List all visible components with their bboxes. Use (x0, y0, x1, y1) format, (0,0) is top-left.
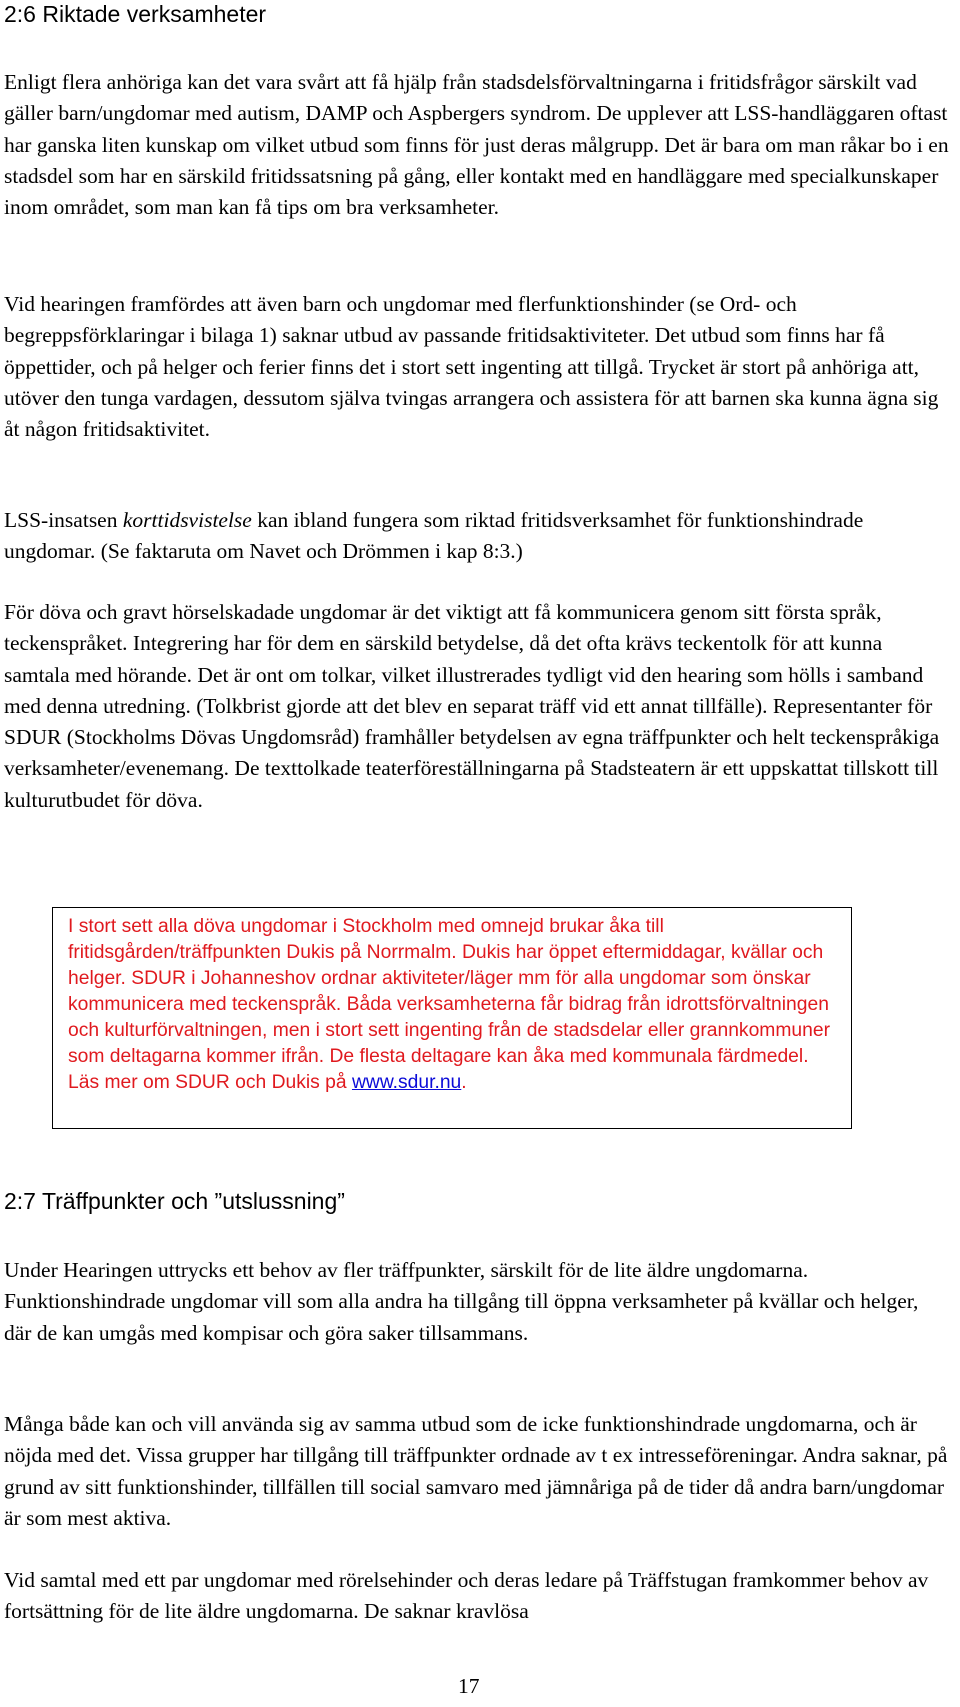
paragraph-text: LSS-insatsen (4, 508, 123, 532)
fact-box-text (68, 914, 838, 1096)
italic-term: korttidsvistelse (122, 508, 252, 532)
paragraph: Vid hearingen framfördes att även barn och ungdomar med flerfunktionshinder (se Ord- och begreppsförklaringar i bilaga 1) saknar utbud av passande fritidsaktiviteter. Det utbud som finns har få öppettider, och på helger och ferier finns det i stort sett ingenting att tillgå. Trycket är stort på anhöriga att, utöver den tunga vardagen, dessutom själva tvingas arrangera och assistera för att barnen ska kunna ägna sig åt någon fritidsaktivitet. (4, 292, 939, 442)
section-heading-2-7: 2:7 Träffpunkter och ”utslussning” (4, 1188, 345, 1214)
paragraph: För döva och gravt hörselskadade ungdomar är det viktigt att få kommunicera genom sitt första språk, teckenspråket. Integrering har för dem en särskild betydelse, då det ofta krävs teckentolk för att kunna samtala med hörande. Det är ont om tolkar, vilket illustrerades tydligt vid den hearing som hölls i samband med denna utredning. (Tolkbrist gjorde att det blev en separat träff vid ett annat tillfälle). Representanter för SDUR (Stockholms Dövas Ungdomsråd) framhåller betydelsen av egna träffpunkter och helt teckenspråkiga verksamheter/evenemang. De texttolkade teaterföreställningarna på Stadsteatern är ett uppskattat tillskott till kulturutbudet för döva. (4, 600, 940, 812)
paragraph: Vid samtal med ett par ungdomar med rörelsehinder och deras ledare på Träffstugan framkommer behov av fortsättning för de lite äldre ungdomarna. De saknar kravlösa (4, 1568, 929, 1624)
sdur-link[interactable]: www.sdur.nu (351, 1072, 462, 1093)
section-heading-2-6: 2:6 Riktade verksamheter (4, 1, 267, 27)
paragraph: Många både kan och vill använda sig av samma utbud som de icke funktionshindrade ungdomarna, och är nöjda med det. Vissa grupper har tillgång till träffpunkter ordnade av t ex intresseföreningar. Andra saknar, på grund av sitt funktionshinder, tillfällen till social samvaro med jämnåriga på de tider då andra barn/ungdomar är som mest aktiva. (4, 1412, 948, 1530)
fact-box (52, 907, 852, 1129)
fact-box-end: . (461, 1072, 467, 1093)
paragraph-text: kan ibland fungera som riktad fritidsverksamhet för funktionshindrade ungdomar. (Se faktaruta om Navet och Drömmen i kap 8:3.) (4, 508, 864, 564)
paragraph: Enligt flera anhöriga kan det vara svårt att få hjälp från stadsdelsförvaltningarna i fritidsfrågor särskilt vad gäller barn/ungdomar med autism, DAMP och Aspbergers syndrom. De upplever att LSS-handläggaren oftast har ganska liten kunskap om vilket utbud som finns för just deras målgrupp. Det är bara om man råkar bo i en stadsdel som har en särskild fritidssatsning på gång, eller kontakt med en handläggare med specialkunskaper inom området, som man kan få tips om bra verksamheter. (4, 70, 949, 220)
paragraph (4, 505, 950, 568)
paragraph: Under Hearingen uttrycks ett behov av fler träffpunkter, särskilt för de lite äldre ungdomarna. Funktionshindrade ungdomar vill som alla andra ha tillgång till öppna verksamheter på kvällar och helger, där de kan umgås med kompisar och göra saker tillsammans. (4, 1258, 919, 1345)
page-number: 17 (458, 1674, 480, 1698)
fact-box-body: I stort sett alla döva ungdomar i Stockholm med omnejd brukar åka till fritidsgården/träffpunkten Dukis på Norrmalm. Dukis har öppet eftermiddagar, kvällar och helger. SDUR i Johanneshov ordnar aktiviteter/läger mm för alla ungdomar som önskar kommunicera med teckenspråk. Båda verksamheterna får bidrag från idrottsförvaltningen och kulturförvaltningen, men i stort sett ingenting från de stadsdelar eller grannkommuner som deltagarna kommer ifrån. De flesta deltagare kan åka med kommunala färdmedel. Läs mer om SDUR och Dukis på (68, 916, 831, 1093)
